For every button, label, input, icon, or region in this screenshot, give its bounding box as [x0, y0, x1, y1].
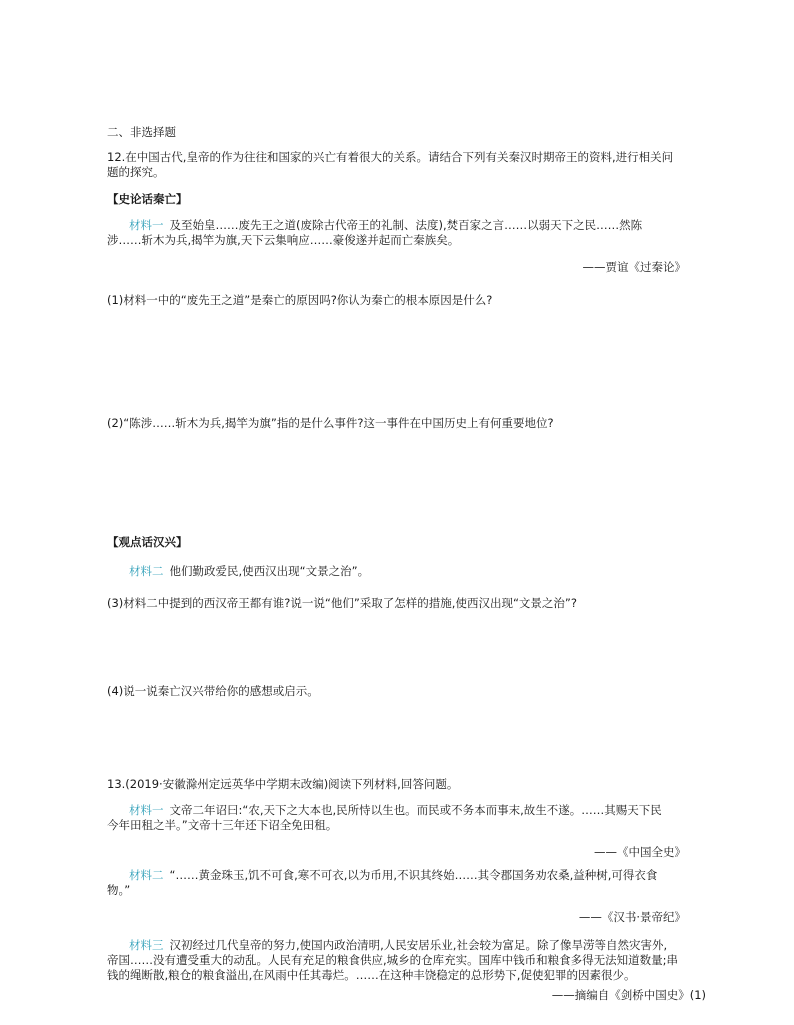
q13-material1-source: ——《中国全史》 — [594, 845, 686, 859]
q13-material2-source: ——《汉书·景帝纪》 — [578, 910, 686, 924]
q12-question3: (3)材料二中提到的西汉帝王都有谁?说一说“他们”采取了怎样的措施,使西汉出现“文景之治”? — [107, 596, 577, 610]
section-heading: 二、非选择题 — [107, 125, 176, 139]
material-text: 文帝二年诏曰:“农,天下之大本也,民所恃以生也。而民或不务本而事末,故生不遂。……其赐天下民 — [169, 803, 662, 817]
q13-material2-line2: 物。” — [107, 883, 131, 897]
q12-material2 — [129, 564, 369, 579]
material-label: 材料一 — [129, 218, 164, 232]
q12-question4: (4)说一说秦亡汉兴带给你的感想或启示。 — [107, 684, 319, 698]
q12-question2: (2)“陈涉……斩木为兵,揭竿为旗”指的是什么事件?这一事件在中国历史上有何重要地位? — [107, 416, 554, 430]
part2-title: 【观点话汉兴】 — [107, 535, 188, 549]
q12-stem-line1: 12.在中国古代,皇帝的作为往往和国家的兴亡有着很大的关系。请结合下列有关秦汉时期帝王的资料,进行相关问 — [107, 150, 674, 164]
material-text: 汉初经过几代皇帝的努力,使国内政治清明,人民安居乐业,社会较为富足。除了像旱涝等自然灾害外, — [169, 938, 668, 952]
material-text: 他们勤政爱民,使西汉出现“文景之治”。 — [169, 564, 370, 578]
material-text: 及至始皇……废先王之道(废除古代帝王的礼制、法度),焚百家之言……以弱天下之民……然陈 — [169, 218, 643, 232]
material-label: 材料二 — [129, 564, 164, 578]
q12-question1: (1)材料一中的“废先王之道”是秦亡的原因吗?你认为秦亡的根本原因是什么? — [107, 293, 493, 307]
material-label: 材料三 — [129, 938, 164, 952]
q13-material1-line2: 今年田租之半。”文帝十三年还下诏全免田租。 — [107, 818, 338, 832]
q12-material1-source: ——贾谊《过秦论》 — [582, 260, 686, 274]
q13-material3-line2: 帝国……没有遭受重大的动乱。人民有充足的粮食供应,城乡的仓库充实。国库中钱币和粮食多得无法知道数量;串 — [107, 953, 679, 967]
q12-stem-line2: 题的探究。 — [107, 165, 165, 179]
q13-material3-line3: 钱的绳断散,粮仓的粮食溢出,在风雨中任其毒烂。……在这种丰饶稳定的总形势下,促使犯罪的因素很少。 — [107, 968, 636, 982]
q12-material1-line1 — [129, 218, 642, 233]
q13-material2-line1 — [129, 868, 657, 883]
material-label: 材料一 — [129, 803, 164, 817]
material-label: 材料二 — [129, 868, 164, 882]
part1-title: 【史论话秦亡】 — [107, 192, 188, 206]
q13-material3-source: ——摘编自《剑桥中国史》(1) — [551, 988, 706, 1002]
q13-material1-line1 — [129, 803, 662, 818]
q12-material1-line2: 涉……斩木为兵,揭竿为旗,天下云集响应……豪俊遂并起而亡秦族矣。 — [107, 233, 460, 247]
material-text: “……黄金珠玉,饥不可食,寒不可衣,以为币用,不识其终始……其令郡国务劝农桑,益种树,可得衣食 — [169, 868, 658, 882]
q13-material3-line1 — [129, 938, 667, 953]
q13-stem: 13.(2019·安徽滁州定远英华中学期末改编)阅读下列材料,回答问题。 — [107, 777, 459, 791]
